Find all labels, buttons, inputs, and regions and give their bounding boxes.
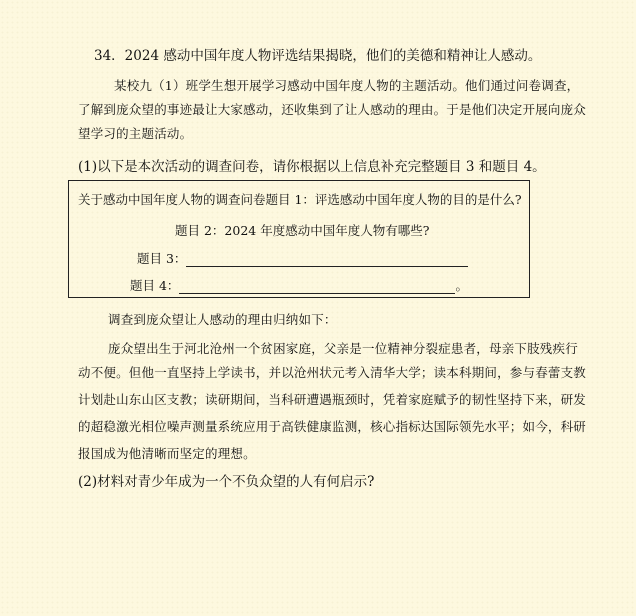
subquestion-1: (1)以下是本次活动的调查问卷，请你根据以上信息补充完整题目 3 和题目 4。 bbox=[78, 159, 546, 175]
intro-line-3: 望学习的主题活动。 bbox=[78, 126, 193, 141]
question-3-label: 题目 3： bbox=[137, 251, 187, 266]
survey-line-2: 题目 2：2024 年度感动中国年度人物有哪些? bbox=[175, 223, 430, 238]
material-line-3: 计划赴山东山区支教；读研期间，当科研遭遇瓶颈时，凭着家庭赋予的韧性坚持下来，研发 bbox=[78, 392, 587, 407]
material-line-2: 动不便。但他一直坚持上学读书，并以沧州状元考入清华大学；读本科期间，参与春蕾支教 bbox=[78, 365, 587, 380]
question-4-blank[interactable] bbox=[179, 279, 455, 294]
question-3-blank[interactable] bbox=[186, 252, 468, 267]
material-line-1: 庞众望出生于河北沧州一个贫困家庭，父亲是一位精神分裂症患者，母亲下肢残疾行 bbox=[108, 341, 578, 356]
question-4-end: 。 bbox=[455, 278, 468, 293]
material-line-4: 的超稳激光相位噪声测量系统应用于高铁健康监测，核心指标达国际领先水平；如今，科研 bbox=[78, 419, 587, 434]
material-intro: 调查到庞众望让人感动的理由归纳如下： bbox=[108, 312, 337, 327]
intro-line-2: 了解到庞众望的事迹最让大家感动，还收集到了让人感动的理由。于是他们决定开展向庞众 bbox=[78, 102, 587, 117]
survey-question-4 bbox=[130, 276, 468, 294]
survey-line-1: 关于感动中国年度人物的调查问卷题目 1：评选感动中国年度人物的目的是什么? bbox=[78, 192, 522, 207]
intro-line-1: 某校九（1）班学生想开展学习感动中国年度人物的主题活动。他们通过问卷调查， bbox=[114, 78, 580, 93]
material-line-5: 报国成为他清晰而坚定的理想。 bbox=[78, 446, 256, 461]
question-4-label: 题目 4： bbox=[130, 278, 180, 293]
question-title: 34．2024 感动中国年度人物评选结果揭晓，他们的美德和精神让人感动。 bbox=[94, 48, 542, 64]
survey-question-3 bbox=[137, 249, 468, 267]
subquestion-2: (2)材料对青少年成为一个不负众望的人有何启示? bbox=[78, 474, 375, 490]
